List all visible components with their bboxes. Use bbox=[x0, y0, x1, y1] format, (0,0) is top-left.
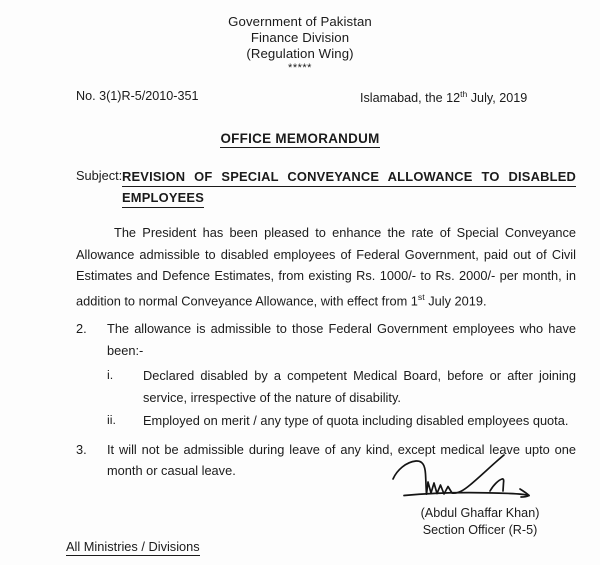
reference-row bbox=[0, 89, 600, 109]
reference-number: No. 3(1)R-5/2010-351 bbox=[76, 89, 199, 103]
paragraph-1 bbox=[76, 222, 576, 311]
subject-block bbox=[0, 168, 600, 208]
subject-text-line-2: EMPLOYEES bbox=[122, 189, 204, 208]
sub-item-ii-text: Employed on merit / any type of quota including disabled employees quota. bbox=[143, 413, 569, 429]
paragraph-1-part-2: July 2019. bbox=[424, 292, 487, 308]
letterhead-line-division: Finance Division bbox=[250, 30, 350, 45]
sub-item-ii bbox=[107, 410, 576, 432]
paragraph-3-text: It will not be admissible during leave of any kind, except medical leave upto one month or casual leave. bbox=[107, 441, 576, 479]
place-and-date bbox=[360, 89, 527, 105]
paragraph-3-marker: 3. bbox=[76, 441, 87, 457]
asterisk-divider: ***** bbox=[288, 62, 312, 74]
document-body bbox=[0, 222, 600, 482]
place-date-prefix: Islamabad, the 12 bbox=[360, 91, 461, 106]
sub-item-list bbox=[76, 365, 576, 432]
subject-text bbox=[122, 168, 576, 208]
handwritten-signature-icon bbox=[390, 452, 570, 504]
addressee-text: All Ministries / Divisions bbox=[66, 539, 200, 554]
sub-item-i bbox=[107, 365, 576, 408]
signatory-name: (Abdul Ghaffar Khan) bbox=[420, 506, 540, 520]
sub-item-i-marker: i. bbox=[107, 368, 114, 383]
letterhead bbox=[0, 0, 600, 74]
paragraph-2-text: The allowance is admissible to those Federal Government employees who have been:- bbox=[107, 321, 576, 358]
paragraph-1-part-1: The President has been pleased to enhance the rate of Special Conveyance Allowance admissible to disabled employees of Federal Government, paid out of Civil Estimates and Defence Estimates, from existing Rs. 1000/- to Rs. 2000/- per month, in addition to normal Conveyance Allowance, with effect from 1 bbox=[76, 225, 576, 308]
addressee bbox=[66, 539, 200, 554]
page-title-text: OFFICE MEMORANDUM bbox=[220, 131, 380, 146]
paragraph-2-marker: 2. bbox=[76, 321, 87, 337]
paragraph-2 bbox=[76, 318, 576, 361]
place-date-suffix: July, 2019 bbox=[467, 91, 528, 106]
date-ordinal-suffix: th bbox=[460, 89, 468, 99]
letterhead-line-wing: (Regulation Wing) bbox=[246, 46, 354, 61]
sub-item-ii-marker: ii. bbox=[107, 413, 116, 428]
paragraph-1-ordinal-suffix: st bbox=[417, 291, 425, 302]
subject-text-line-1: REVISION OF SPECIAL CONVEYANCE ALLOWANCE TO DISABLED bbox=[122, 168, 576, 187]
letterhead-line-government: Government of Pakistan bbox=[228, 14, 372, 29]
signatory-designation: Section Officer (R-5) bbox=[422, 523, 538, 537]
subject-label: Subject: bbox=[76, 168, 123, 183]
sub-item-i-text: Declared disabled by a competent Medical Board, before or after joining service, irrespective of the nature of disability. bbox=[143, 368, 576, 405]
page-title bbox=[0, 131, 600, 146]
signature-block bbox=[380, 452, 580, 539]
